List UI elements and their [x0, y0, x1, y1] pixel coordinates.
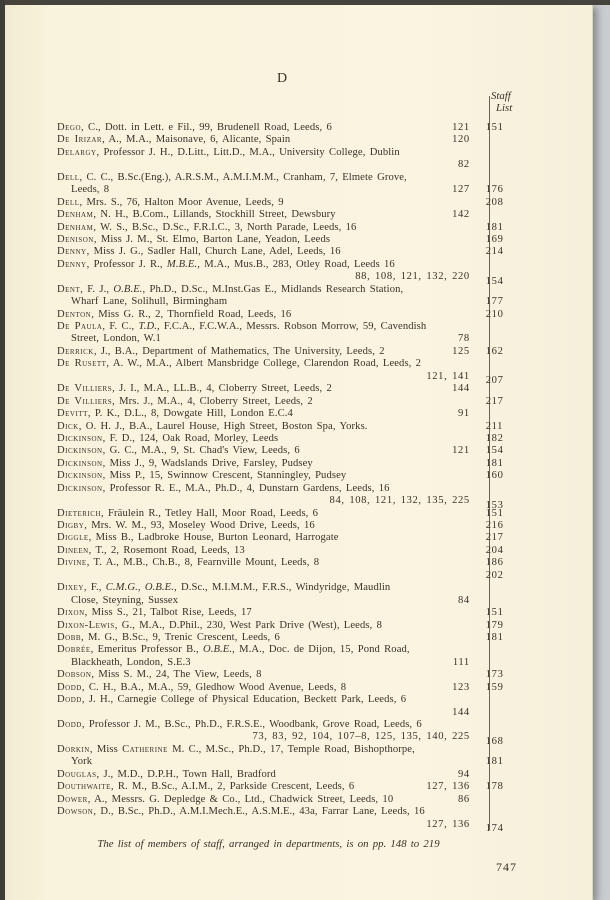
entry-text: Dieterich, Fräulein R., Tetley Hall, Moor Road, Leeds, 6: [57, 507, 319, 519]
staff-list-column-header: [491, 91, 531, 114]
directory-row: [57, 620, 517, 632]
entry-text: [57, 707, 452, 719]
directory-row: [57, 570, 517, 582]
directory-row: [57, 396, 517, 408]
entry-staff-list-number: 168: [485, 735, 504, 747]
entry-staff-list-number: 186: [485, 557, 504, 569]
entry-page-refs: 127, 136: [426, 818, 470, 830]
entry-text: Dickinson, Miss J., 9, Wadslands Drive, Farsley, Pudsey: [57, 457, 313, 469]
entry-staff-list-number: 210: [485, 308, 504, 320]
entry-staff-list-number: 179: [485, 619, 504, 631]
directory-row: [57, 756, 517, 768]
entry-page-refs: 144: [452, 706, 470, 718]
entry-text: Blackheath, London, S.E.3: [71, 656, 191, 668]
directory-row: [57, 234, 517, 246]
directory-row: [57, 744, 517, 756]
entry-text: [57, 495, 330, 507]
entry-staff-list-number: 154: [485, 445, 504, 457]
entry-staff-list-number: 178: [485, 781, 504, 793]
entry-text: [57, 271, 355, 283]
entry-text: De Irizar, A., M.A., Maisonave, 6, Alicante, Spain: [57, 134, 291, 146]
directory-row: [57, 669, 517, 681]
entry-text: Denham, N. H., B.Com., Lillands, Stockhill Street, Dewsbury: [57, 209, 336, 221]
directory-row: [57, 806, 517, 818]
entry-staff-list-number: 174: [485, 822, 504, 834]
entry-text: Derrick, J., B.A., Department of Mathematics, The University, Leeds, 2: [57, 345, 385, 357]
entry-text: Leeds, 8: [71, 184, 110, 196]
entry-staff-list-number: 204: [485, 544, 504, 556]
entry-text: Douthwaite, R. M., B.Sc., A.I.M., 2, Parkside Crescent, Leeds, 6: [57, 781, 355, 793]
entry-staff-list-number: 182: [485, 432, 504, 444]
entry-text: York: [71, 756, 93, 768]
entry-text: Dick, O. H. J., B.A., Laurel House, High Street, Boston Spa, Yorks.: [57, 420, 368, 432]
directory-row: [57, 309, 517, 321]
entry-text: [57, 731, 252, 743]
entry-text: Dobson, Miss S. M., 24, The View, Leeds, 8: [57, 669, 262, 681]
entry-page-refs: 125: [452, 345, 470, 357]
entry-staff-list-number: 159: [485, 681, 504, 693]
entry-staff-list-number: 151: [485, 507, 504, 519]
entry-text: Close, Steyning, Sussex: [71, 594, 179, 606]
entry-text: Denham, W. S., B.Sc., D.Sc., F.R.I.C., 3, North Parade, Leeds, 16: [57, 221, 357, 233]
entry-staff-list-number: 160: [485, 470, 504, 482]
entry-staff-list-number: 173: [485, 669, 504, 681]
entry-page-refs: 84, 108, 121, 132, 135, 225: [329, 495, 470, 507]
entry-text: [57, 159, 458, 171]
entry-text: De Rusett, A. W., M.A., Albert Mansbridge College, Clarendon Road, Leeds, 2: [57, 358, 422, 370]
entry-page-refs: 82: [457, 159, 470, 171]
directory-row: [57, 694, 517, 706]
directory-row: [57, 769, 517, 781]
entry-text: De Paula, F. C., T.D., F.C.A., F.C.W.A., Messrs. Robson Morrow, 59, Cavendish: [57, 321, 427, 332]
entry-text: Dodd, C. H., B.A., M.A., 59, Gledhow Wood Avenue, Leeds, 8: [57, 681, 347, 693]
section-letter: D: [277, 71, 289, 86]
page-number: 747: [496, 860, 517, 874]
directory-row: [57, 296, 517, 308]
entry-page-refs: 121: [452, 445, 470, 457]
entry-text: Dell, C. C., B.Sc.(Eng.), A.R.S.M., A.M.I.M.M., Cranham, 7, Elmete Grove,: [57, 171, 407, 183]
directory-row: [57, 284, 517, 296]
entry-page-refs: 123: [452, 681, 470, 693]
entry-page-refs: 88, 108, 121, 132, 220: [355, 271, 470, 283]
entry-staff-list-number: 214: [485, 246, 504, 258]
directory-row: [57, 532, 517, 544]
entry-staff-list-number: 176: [485, 184, 504, 196]
directory-row: [57, 818, 517, 834]
entry-staff-list-number: 202: [485, 569, 504, 581]
directory-row: [57, 209, 517, 221]
staff-list-header-line1: Staff: [491, 90, 511, 102]
entry-staff-list-number: 217: [485, 532, 504, 544]
entry-page-refs: 120: [452, 134, 470, 146]
entry-page-refs: 94: [457, 768, 470, 780]
entry-text: Dorkin, Miss Catherine M. C., M.Sc., Ph.D., 17, Temple Road, Bishopthorpe,: [57, 743, 415, 755]
entry-text: Denny, Professor J. R., M.B.E., M.A., Mus.B., 283, Otley Road, Leeds 16: [57, 258, 395, 270]
entry-staff-list-number: 208: [485, 196, 504, 208]
directory-row: [57, 370, 517, 387]
entry-staff-list-number: 151: [485, 607, 504, 619]
directory-row: [57, 520, 517, 532]
directory-row: [57, 445, 517, 457]
entry-page-refs: 121: [452, 122, 470, 133]
entry-page-refs: 111: [452, 656, 470, 668]
directory-row: [57, 333, 517, 345]
entry-text: Diggle, Miss B., Ladbroke House, Burton Leonard, Harrogate: [57, 532, 339, 544]
directory-row: [57, 134, 517, 146]
entry-text: Dickinson, F. D., 124, Oak Road, Morley, Leeds: [57, 432, 279, 444]
entry-page-refs: 86: [457, 793, 470, 805]
entry-text: Dobrée, Emeritus Professor B., O.B.E., M.A., Doc. de Dijon, 15, Pond Road,: [57, 644, 410, 656]
directory-row: [57, 470, 517, 482]
directory-row: [57, 321, 517, 333]
directory-row: [57, 147, 517, 159]
directory-row: [57, 582, 517, 594]
directory-row: [57, 433, 517, 445]
directory-row: [57, 682, 517, 694]
directory-row: [57, 657, 517, 669]
entry-text: [57, 819, 426, 831]
directory-row: [57, 483, 517, 495]
directory-row: [57, 122, 517, 134]
entry-staff-list-number: 211: [485, 420, 504, 432]
directory-row: [57, 259, 517, 271]
entry-text: Denton, Miss G. R., 2, Thornfield Road, Leeds, 16: [57, 308, 292, 320]
entry-text: Dickinson, Professor R. E., M.A., Ph.D., 4, Dunstarn Gardens, Leeds, 16: [57, 482, 390, 494]
entry-text: Denny, Miss J. G., Sadler Hall, Church Lane, Adel, Leeds, 16: [57, 246, 341, 258]
entry-staff-list-number: 153: [485, 499, 504, 511]
entry-staff-list-number: 169: [485, 233, 504, 245]
entry-text: Dodd, Professor J. M., B.Sc., Ph.D., F.R.S.E., Woodbank, Grove Road, Leeds, 6: [57, 719, 422, 730]
entry-text: Dodd, J. H., Carnegie College of Physical Education, Beckett Park, Leeds, 6: [57, 694, 407, 706]
entry-text: De Villiers, Mrs. J., M.A., 4, Cloberry Street, Leeds, 2: [57, 395, 313, 407]
directory-row: [57, 495, 517, 511]
entry-page-refs: 73, 83, 92, 104, 107–8, 125, 135, 140, 225: [252, 731, 470, 743]
entry-text: Wharf Lane, Solihull, Birmingham: [71, 296, 228, 308]
entry-staff-list-number: 181: [485, 221, 504, 233]
entry-staff-list-number: 151: [485, 122, 504, 133]
scan-edge-left: [0, 0, 5, 900]
entry-page-refs: 142: [452, 209, 470, 221]
entry-staff-list-number: 154: [485, 275, 504, 287]
entry-page-refs: 127, 136: [426, 781, 470, 793]
directory-row: [57, 458, 517, 470]
entry-staff-list-number: 181: [485, 457, 504, 469]
directory-row: [57, 545, 517, 557]
entry-text: Dineen, T., 2, Rosemont Road, Leeds, 13: [57, 544, 245, 556]
directory-row: [57, 197, 517, 209]
directory-row: [57, 781, 517, 793]
directory-row: [57, 271, 517, 287]
directory-row: [57, 557, 517, 569]
staff-list-header-line2: List: [496, 101, 513, 114]
directory-row: [57, 184, 517, 196]
directory-row: [57, 246, 517, 258]
entry-text: Dego, C., Dott. in Lett. e Fil., 99, Brudenell Road, Leeds, 6: [57, 122, 332, 133]
directory-row: [57, 508, 517, 520]
entry-text: Dowson, D., B.Sc., Ph.D., A.M.I.Mech.E., A.S.M.E., 43a, Farrar Lane, Leeds, 16: [57, 806, 425, 818]
entry-text: Dobb, M. G., B.Sc., 9, Trenic Crescent, Leeds, 6: [57, 631, 280, 643]
directory-row: [57, 383, 517, 395]
entry-text: Street, London, W.1: [71, 333, 161, 345]
directory-row: [57, 719, 517, 731]
directory-row: [57, 172, 517, 184]
entry-text: Dixey, F., C.M.G., O.B.E., D.Sc., M.I.M.M., F.R.S., Windyridge, Maudlin: [57, 582, 391, 594]
entry-text: Dickinson, Miss P., 15, Swinnow Crescent, Stanningley, Pudsey: [57, 470, 347, 482]
entry-page-refs: 121, 141: [426, 370, 470, 382]
entry-page-refs: 127: [452, 184, 470, 196]
entry-text: Dower, A., Messrs. G. Depledge & Co., Ltd., Chadwick Street, Leeds, 10: [57, 793, 394, 805]
entry-page-refs: 144: [452, 383, 470, 395]
directory-row: [57, 595, 517, 607]
book-page: [5, 5, 593, 900]
entry-page-refs: 91: [457, 408, 470, 420]
directory-row: [57, 707, 517, 719]
directory-row: [57, 794, 517, 806]
scan-edge-top: [0, 0, 610, 5]
entry-text: Dickinson, G. C., M.A., 9, St. Chad's View, Leeds, 6: [57, 445, 300, 457]
directory-rows: [57, 122, 517, 834]
entry-staff-list-number: 181: [485, 756, 504, 768]
entry-staff-list-number: 162: [485, 345, 504, 357]
entry-text: De Villiers, J. I., M.A., LL.B., 4, Cloberry Street, Leeds, 2: [57, 383, 332, 395]
directory-row: [57, 408, 517, 420]
directory-row: [57, 644, 517, 656]
entry-page-refs: 84: [457, 594, 470, 606]
entry-text: Digby, Mrs. W. M., 93, Moseley Wood Drive, Leeds, 16: [57, 520, 315, 531]
entry-staff-list-number: 181: [485, 631, 504, 643]
footer-note: The list of members of staff, arranged in departments, is on pp. 148 to 219: [97, 838, 440, 850]
entry-text: Dell, Mrs. S., 76, Halton Moor Avenue, Leeds, 9: [57, 196, 284, 208]
entry-text: Denison, Miss J. M., St. Elmo, Barton Lane, Yeadon, Leeds: [57, 233, 331, 245]
directory-row: [57, 222, 517, 234]
entry-text: Dixon-Lewis, G., M.A., D.Phil., 230, West Park Drive (West), Leeds, 8: [57, 619, 382, 631]
entry-text: [57, 371, 426, 383]
entry-text: Divine, T. A., M.B., Ch.B., 8, Fearnville Mount, Leeds, 8: [57, 557, 320, 569]
directory-row: [57, 358, 517, 370]
directory-row: [57, 731, 517, 747]
entry-text: Devitt, P. K., D.L., 8, Dowgate Hill, London E.C.4: [57, 408, 293, 420]
entry-text: Dent, F. J., O.B.E., Ph.D., D.Sc., M.Inst.Gas E., Midlands Research Station,: [57, 283, 404, 295]
entry-staff-list-number: 207: [485, 375, 504, 387]
directory-row: [57, 607, 517, 619]
directory-row: [57, 632, 517, 644]
entry-text: Dixon, Miss S., 21, Talbot Rise, Leeds, 17: [57, 607, 252, 619]
entry-staff-list-number: 216: [485, 520, 504, 531]
directory-row: [57, 421, 517, 433]
entry-staff-list-number: 177: [485, 296, 504, 308]
directory-row: [57, 346, 517, 358]
entry-page-refs: 78: [457, 333, 470, 345]
entry-staff-list-number: 217: [485, 395, 504, 407]
entry-text: Delargy, Professor J. H., D.Litt., Litt.D., M.A., University College, Dublin: [57, 146, 400, 158]
directory-row: [57, 159, 517, 171]
entry-text: Douglas, J., M.D., D.P.H., Town Hall, Bradford: [57, 768, 276, 780]
